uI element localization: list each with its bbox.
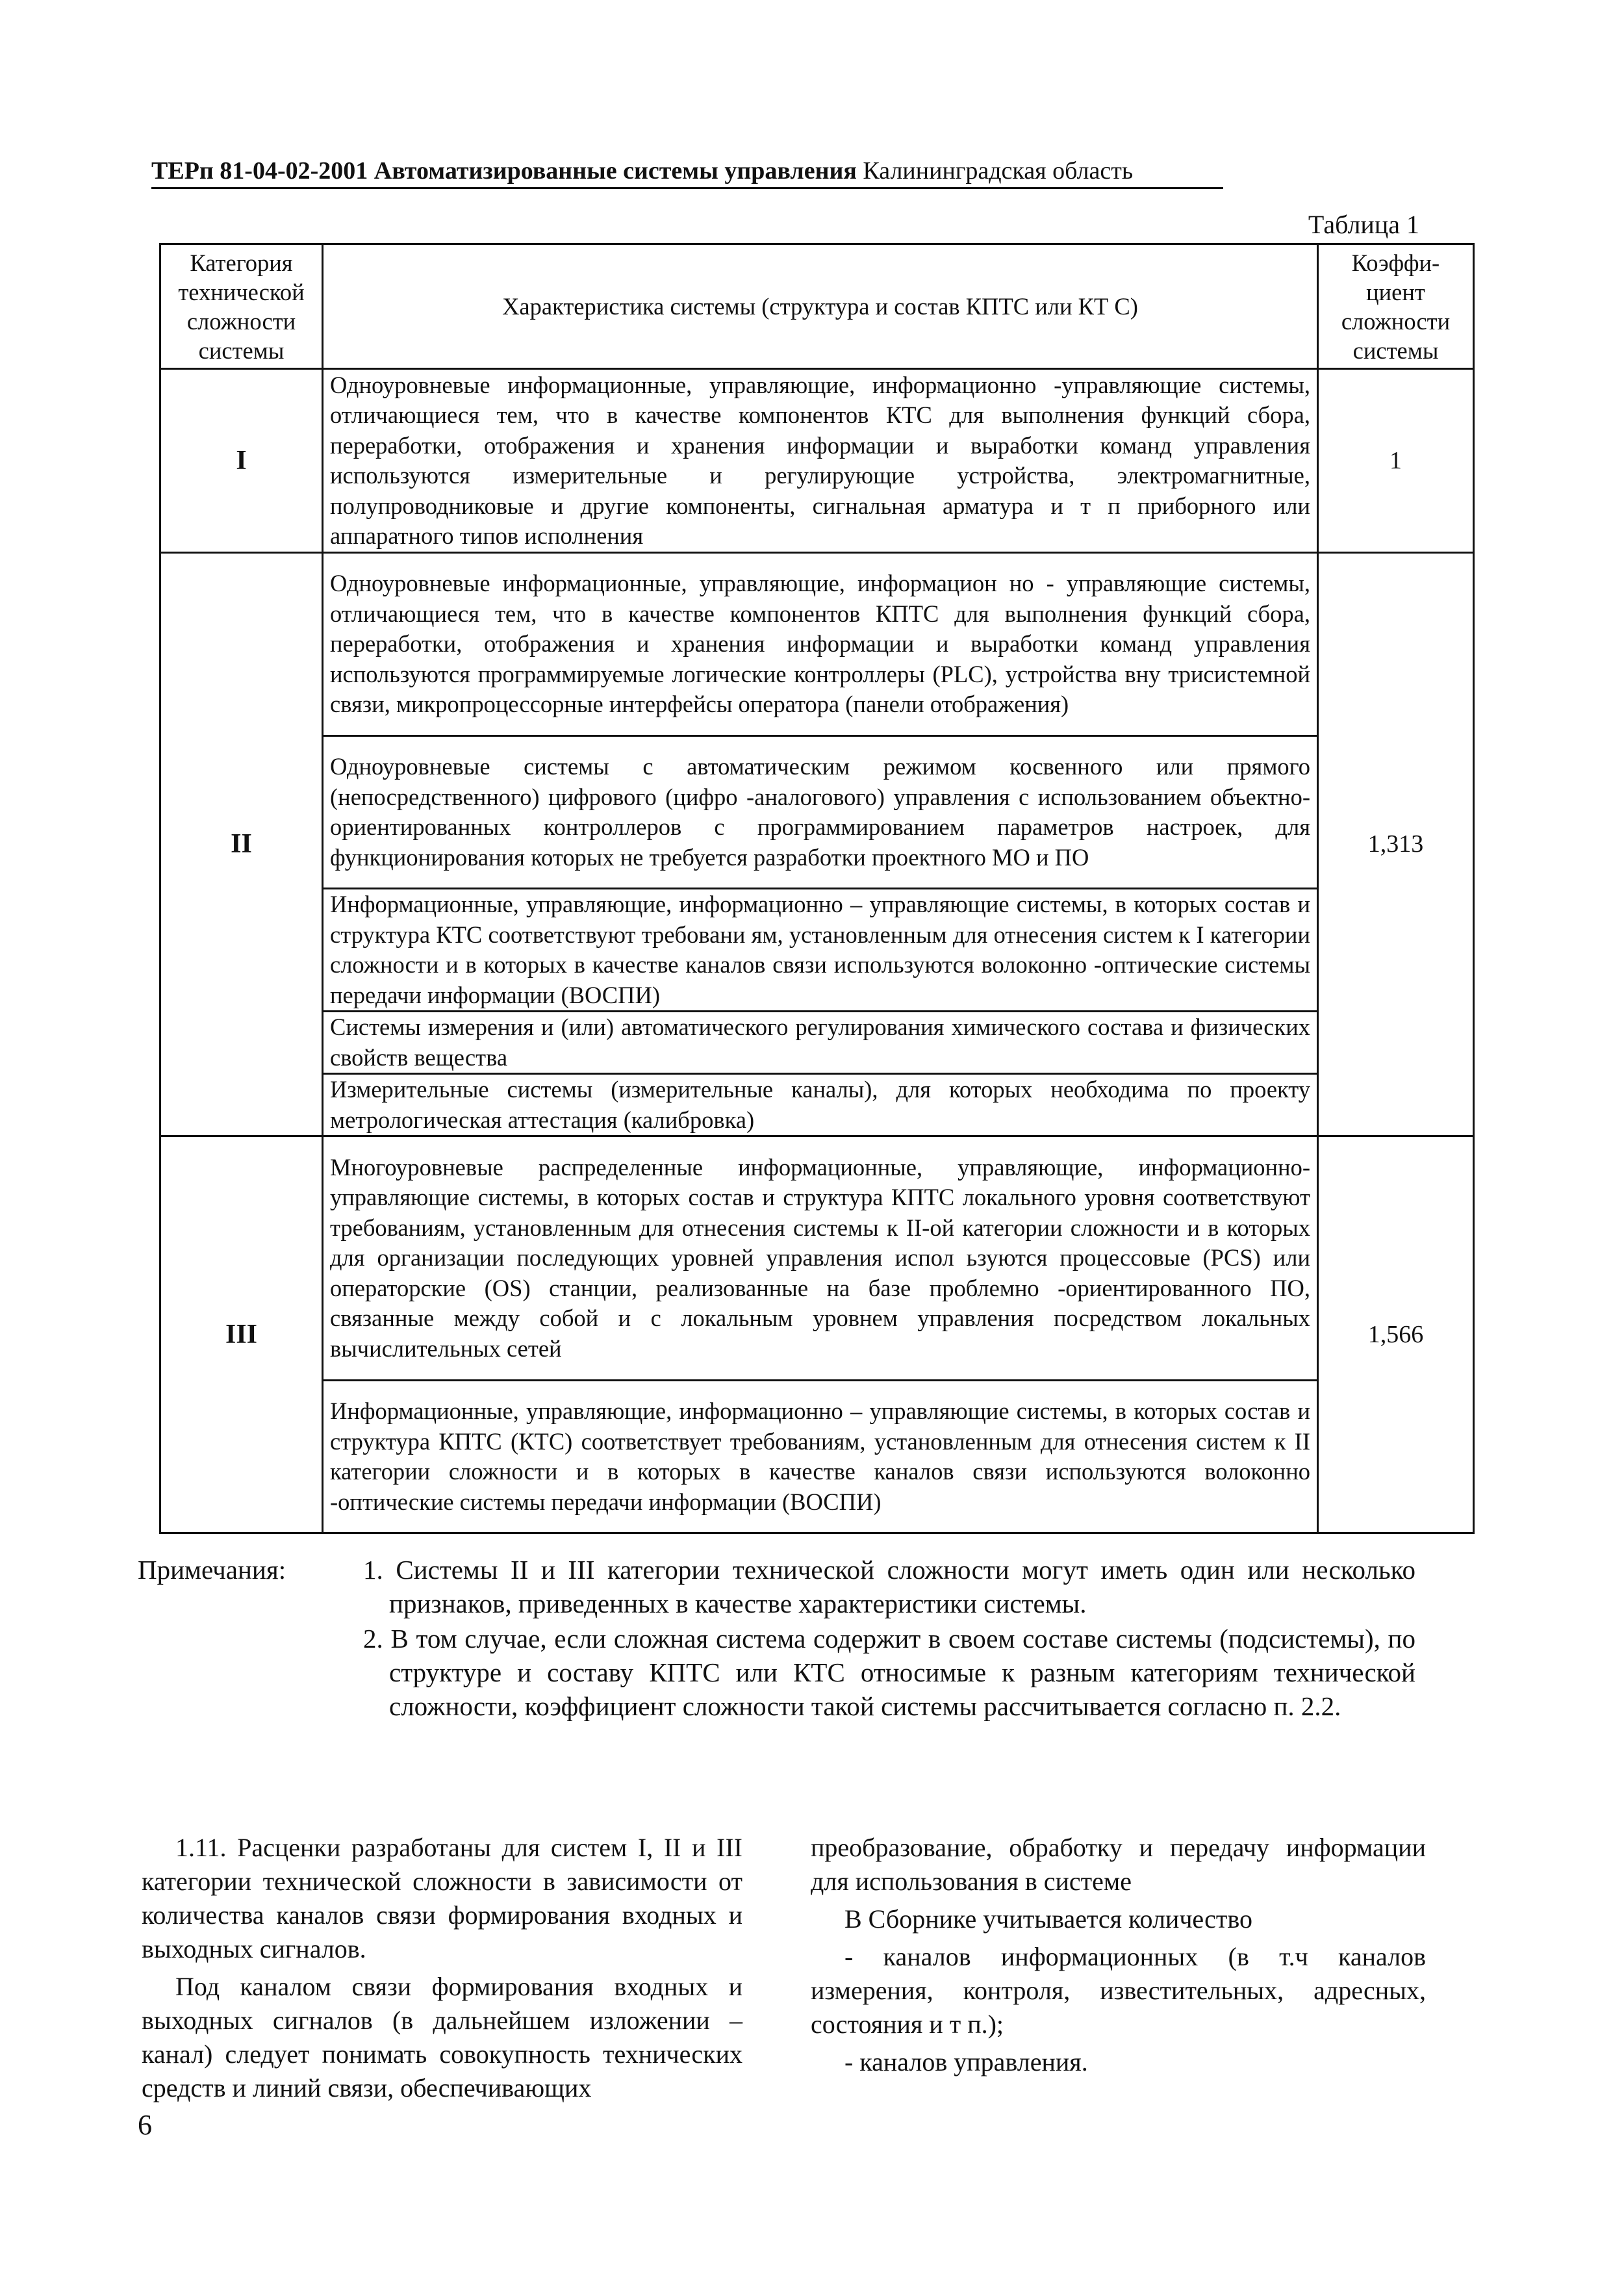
paragraph: преобразование, обработку и передачу информации для использования в системе [811, 1833, 1426, 1896]
header-description: Характеристика системы (структура и состав КПТС или КТ С) [323, 244, 1318, 369]
description-cell: Измерительные системы (измерительные каналы), для которых необходима по проекту метрологическая аттестация (калибровка) [323, 1074, 1318, 1136]
table-row [160, 1012, 1474, 1074]
body-column-left [142, 1831, 742, 2109]
list-item: - каналов управления. [844, 2047, 1088, 2076]
table-row [160, 889, 1474, 1012]
paragraph: 1.11. Расценки разработаны для систем I, II и III категории технической сложности в зависимости от количества каналов связи формирования входных и выходных сигналов. [142, 1833, 742, 1963]
category-cell: II [160, 553, 323, 1136]
header-category: Категория технической сложности системы [160, 244, 323, 369]
header-coefficient: Коэффи-циент сложности системы [1318, 244, 1474, 369]
running-header [151, 156, 1223, 189]
page-number: 6 [138, 2109, 152, 2141]
list-item: - каналов информационных (в т.ч каналов измерения, контроля, известительных, адресных, состояния и т п.); [811, 1942, 1426, 2039]
document-title: Автоматизированные системы управления [374, 157, 857, 185]
paragraph: В Сборнике учитывается количество [844, 1904, 1253, 1934]
table-row [160, 369, 1474, 553]
table-row [160, 1136, 1474, 1381]
description-cell: Информационные, управляющие, информационно – управляющие системы, в которых состав и структура КПТС (КТС) соответствует требованиям, установленным для отнесения систем к II категории сложности и в которых в качестве каналов связи используются волоконно -оптические системы передачи информации (ВОСПИ) [323, 1381, 1318, 1533]
coefficient-cell: 1,313 [1318, 553, 1474, 1136]
table-row [160, 1381, 1474, 1533]
category-cell: I [160, 369, 323, 553]
description-cell: Одноуровневые системы с автоматическим режимом косвенного или прямого (непосредственного) цифрового (цифро -аналогового) управления с использованием объектно-ориентированных контроллеров с программированием параметров настроек, для функционирования которых не требуется разработки проектного МО и ПО [323, 736, 1318, 889]
document-region: Калининградская область [863, 157, 1134, 185]
complexity-table [159, 243, 1475, 1534]
table-caption: Таблица 1 [1308, 210, 1419, 239]
description-cell: Многоуровневые распределенные информационные, управляющие, информационно-управляющие системы, в которых состав и структура КПТС локального уровня соответствуют требованиям, установленным для отнесения системы к II-ой категории сложности и в которых для организации последующих уровней управления испол ьзуются процессовые (PCS) или операторские (OS) станции, реализованные на базе проблемно -ориентированного ПО, связанные между собой и с локальным уровнем управления посредством локальных вычислительных сетей [323, 1136, 1318, 1381]
body-column-right [811, 1831, 1426, 2083]
note-item: 1. Системы II и III категории технической сложности могут иметь один или несколько признаков, приведенных в качестве характеристики системы. [363, 1555, 1415, 1618]
coefficient-cell: 1,566 [1318, 1136, 1474, 1533]
description-cell: Информационные, управляющие, информационно – управляющие системы, в которых состав и структура КТС соответствуют требовани ям, установленным для отнесения систем к I категории сложности и в которых в качестве каналов связи используются волоконно -оптические системы передачи информации (ВОСПИ) [323, 889, 1318, 1012]
table-row [160, 1074, 1474, 1136]
paragraph: Под каналом связи формирования входных и выходных сигналов (в дальнейшем изложении – канал) следует понимать совокупность технических средств и линий связи, обеспечивающих [142, 1972, 742, 2102]
table-row [160, 736, 1474, 889]
description-cell: Одноуровневые информационные, управляющие, информацион но - управляющие системы, отличающиеся тем, что в качестве компонентов КПТС для выполнения функций сбора, переработки, отображения и хранения информации и выработки команд управления используются программируемые логические контроллеры (PLC), устройства вну трисистемной связи, микропроцессорные интерфейсы оператора (панели отображения) [323, 553, 1318, 736]
category-cell: III [160, 1136, 323, 1533]
table-header-row [160, 244, 1474, 369]
notes-list [363, 1553, 1415, 1724]
coefficient-cell: 1 [1318, 369, 1474, 553]
note-item: 2. В том случае, если сложная система содержит в своем составе системы (подсистемы), по структуре и составу КПТС или КТС относимые к разным категориям технической сложности, коэффициент сложности такой системы рассчитывается согласно п. 2.2. [363, 1624, 1415, 1721]
table-row [160, 553, 1474, 736]
notes-label: Примечания: [138, 1555, 286, 1585]
description-cell: Одноуровневые информационные, управляющие, информационно -управляющие системы, отличающиеся тем, что в качестве компонентов КТС для выполнения функций сбора, переработки, отображения и хранения информации и выработки команд управления используются измерительные и регулирующие устройства, электромагнитные, полупроводниковые и другие компоненты, сигнальная арматура и т п приборного или аппаратного типов исполнения [323, 369, 1318, 553]
document-code: ТЕРп 81-04-02-2001 [151, 157, 368, 185]
description-cell: Системы измерения и (или) автоматического регулирования химического состава и физических свойств вещества [323, 1012, 1318, 1074]
